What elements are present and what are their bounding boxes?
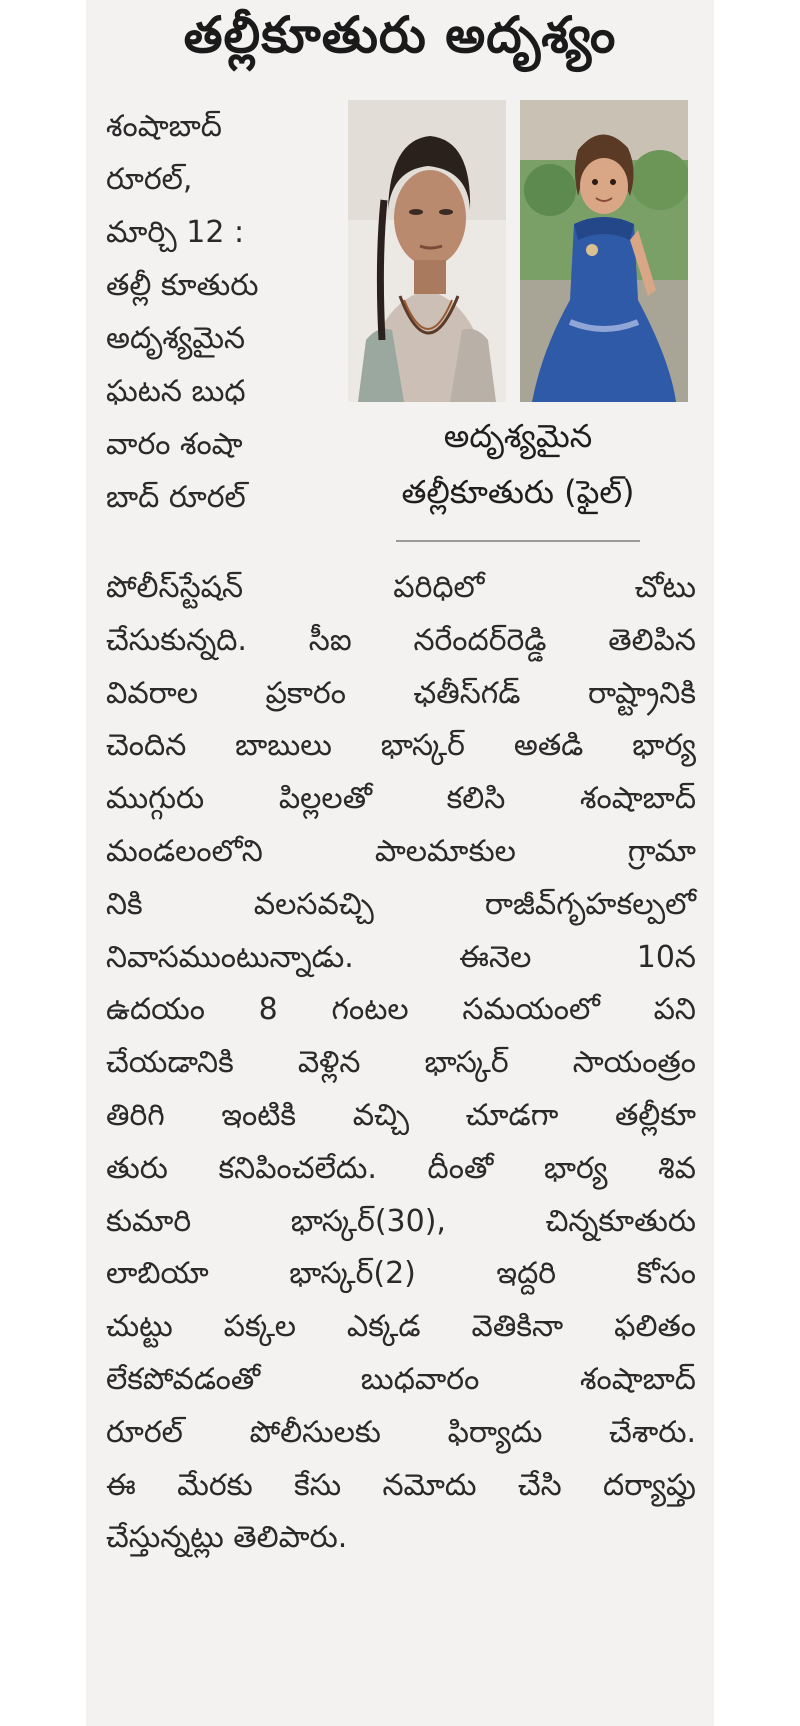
body-line: చేస్తున్నట్లు తెలిపారు.	[106, 1520, 348, 1556]
byline-column	[106, 100, 336, 524]
body-line: చెందిన బాబులు భాస్కర్ అతడి భార్య	[106, 728, 696, 764]
body-line: రూరల్ పోలీసులకు ఫిర్యాదు చేశారు.	[106, 1414, 696, 1450]
body-line: ముగ్గురు పిల్లలతో కలిసి శంషాబాద్	[106, 781, 696, 817]
byline-line: తల్లీ కూతురు	[106, 268, 259, 303]
news-clipping	[86, 0, 714, 1726]
body-line: చుట్టు పక్కల ఎక్కడ వెతికినా ఫలితం	[106, 1309, 696, 1345]
article-body	[106, 562, 696, 1565]
caption-divider	[396, 540, 640, 542]
byline-line: బాద్ రూరల్	[106, 480, 246, 515]
byline-line: మార్చి 12 :	[106, 215, 245, 250]
body-line: మండలంలోని పాలమాకుల గ్రామా	[106, 833, 696, 869]
daughter-photo	[520, 100, 688, 402]
caption-line: అదృశ్యమైన	[443, 417, 593, 455]
body-line: తిరిగి ఇంటికి వచ్చి చూడగా తల్లీకూ	[106, 1097, 696, 1133]
caption-line: తల్లీకూతురు (ఫైల్)	[401, 473, 635, 511]
byline-line: వారం శంషా	[106, 427, 243, 462]
body-line: లేకపోవడంతో బుధవారం శంషాబాద్	[106, 1361, 696, 1397]
body-line: నికి వలసవచ్చి రాజీవ్‌గృహకల్పలో	[106, 886, 696, 922]
body-line: తురు కనిపించలేదు. దీంతో భార్య శివ	[106, 1150, 696, 1186]
photo-caption	[348, 408, 688, 520]
byline-line: శంషాబాద్	[106, 109, 222, 144]
body-line: చేసుకున్నది. సీఐ నరేందర్‌రెడ్డి తెలిపిన	[106, 622, 696, 658]
body-line: చేయడానికి వెళ్లిన భాస్కర్ సాయంత్రం	[106, 1045, 696, 1081]
body-line: ఈ మేరకు కేసు నమోదు చేసి దర్యాప్తు	[106, 1467, 696, 1503]
body-line: కుమారి భాస్కర్(30), చిన్నకూతురు	[106, 1203, 696, 1239]
mother-photo	[348, 100, 506, 402]
body-line: నివాసముంటున్నాడు. ఈనెల 10న	[106, 939, 696, 975]
body-line: పోలీస్‌స్టేషన్ పరిధిలో చోటు	[106, 570, 696, 605]
byline-line: రూరల్,	[106, 162, 193, 197]
body-line: వివరాల ప్రకారం ఛతీస్‌గడ్ రాష్ట్రానికి	[106, 675, 696, 711]
body-line: ఉదయం 8 గంటల సమయంలో పని	[106, 992, 696, 1028]
body-line: లాబియా భాస్కర్(2) ఇద్దరి కోసం	[106, 1256, 696, 1292]
byline-line: అదృశ్యమైన	[106, 321, 246, 356]
byline-line: ఘటన బుధ	[106, 374, 246, 409]
headline: తల్లీకూతురు అదృశ్యం	[183, 6, 617, 64]
